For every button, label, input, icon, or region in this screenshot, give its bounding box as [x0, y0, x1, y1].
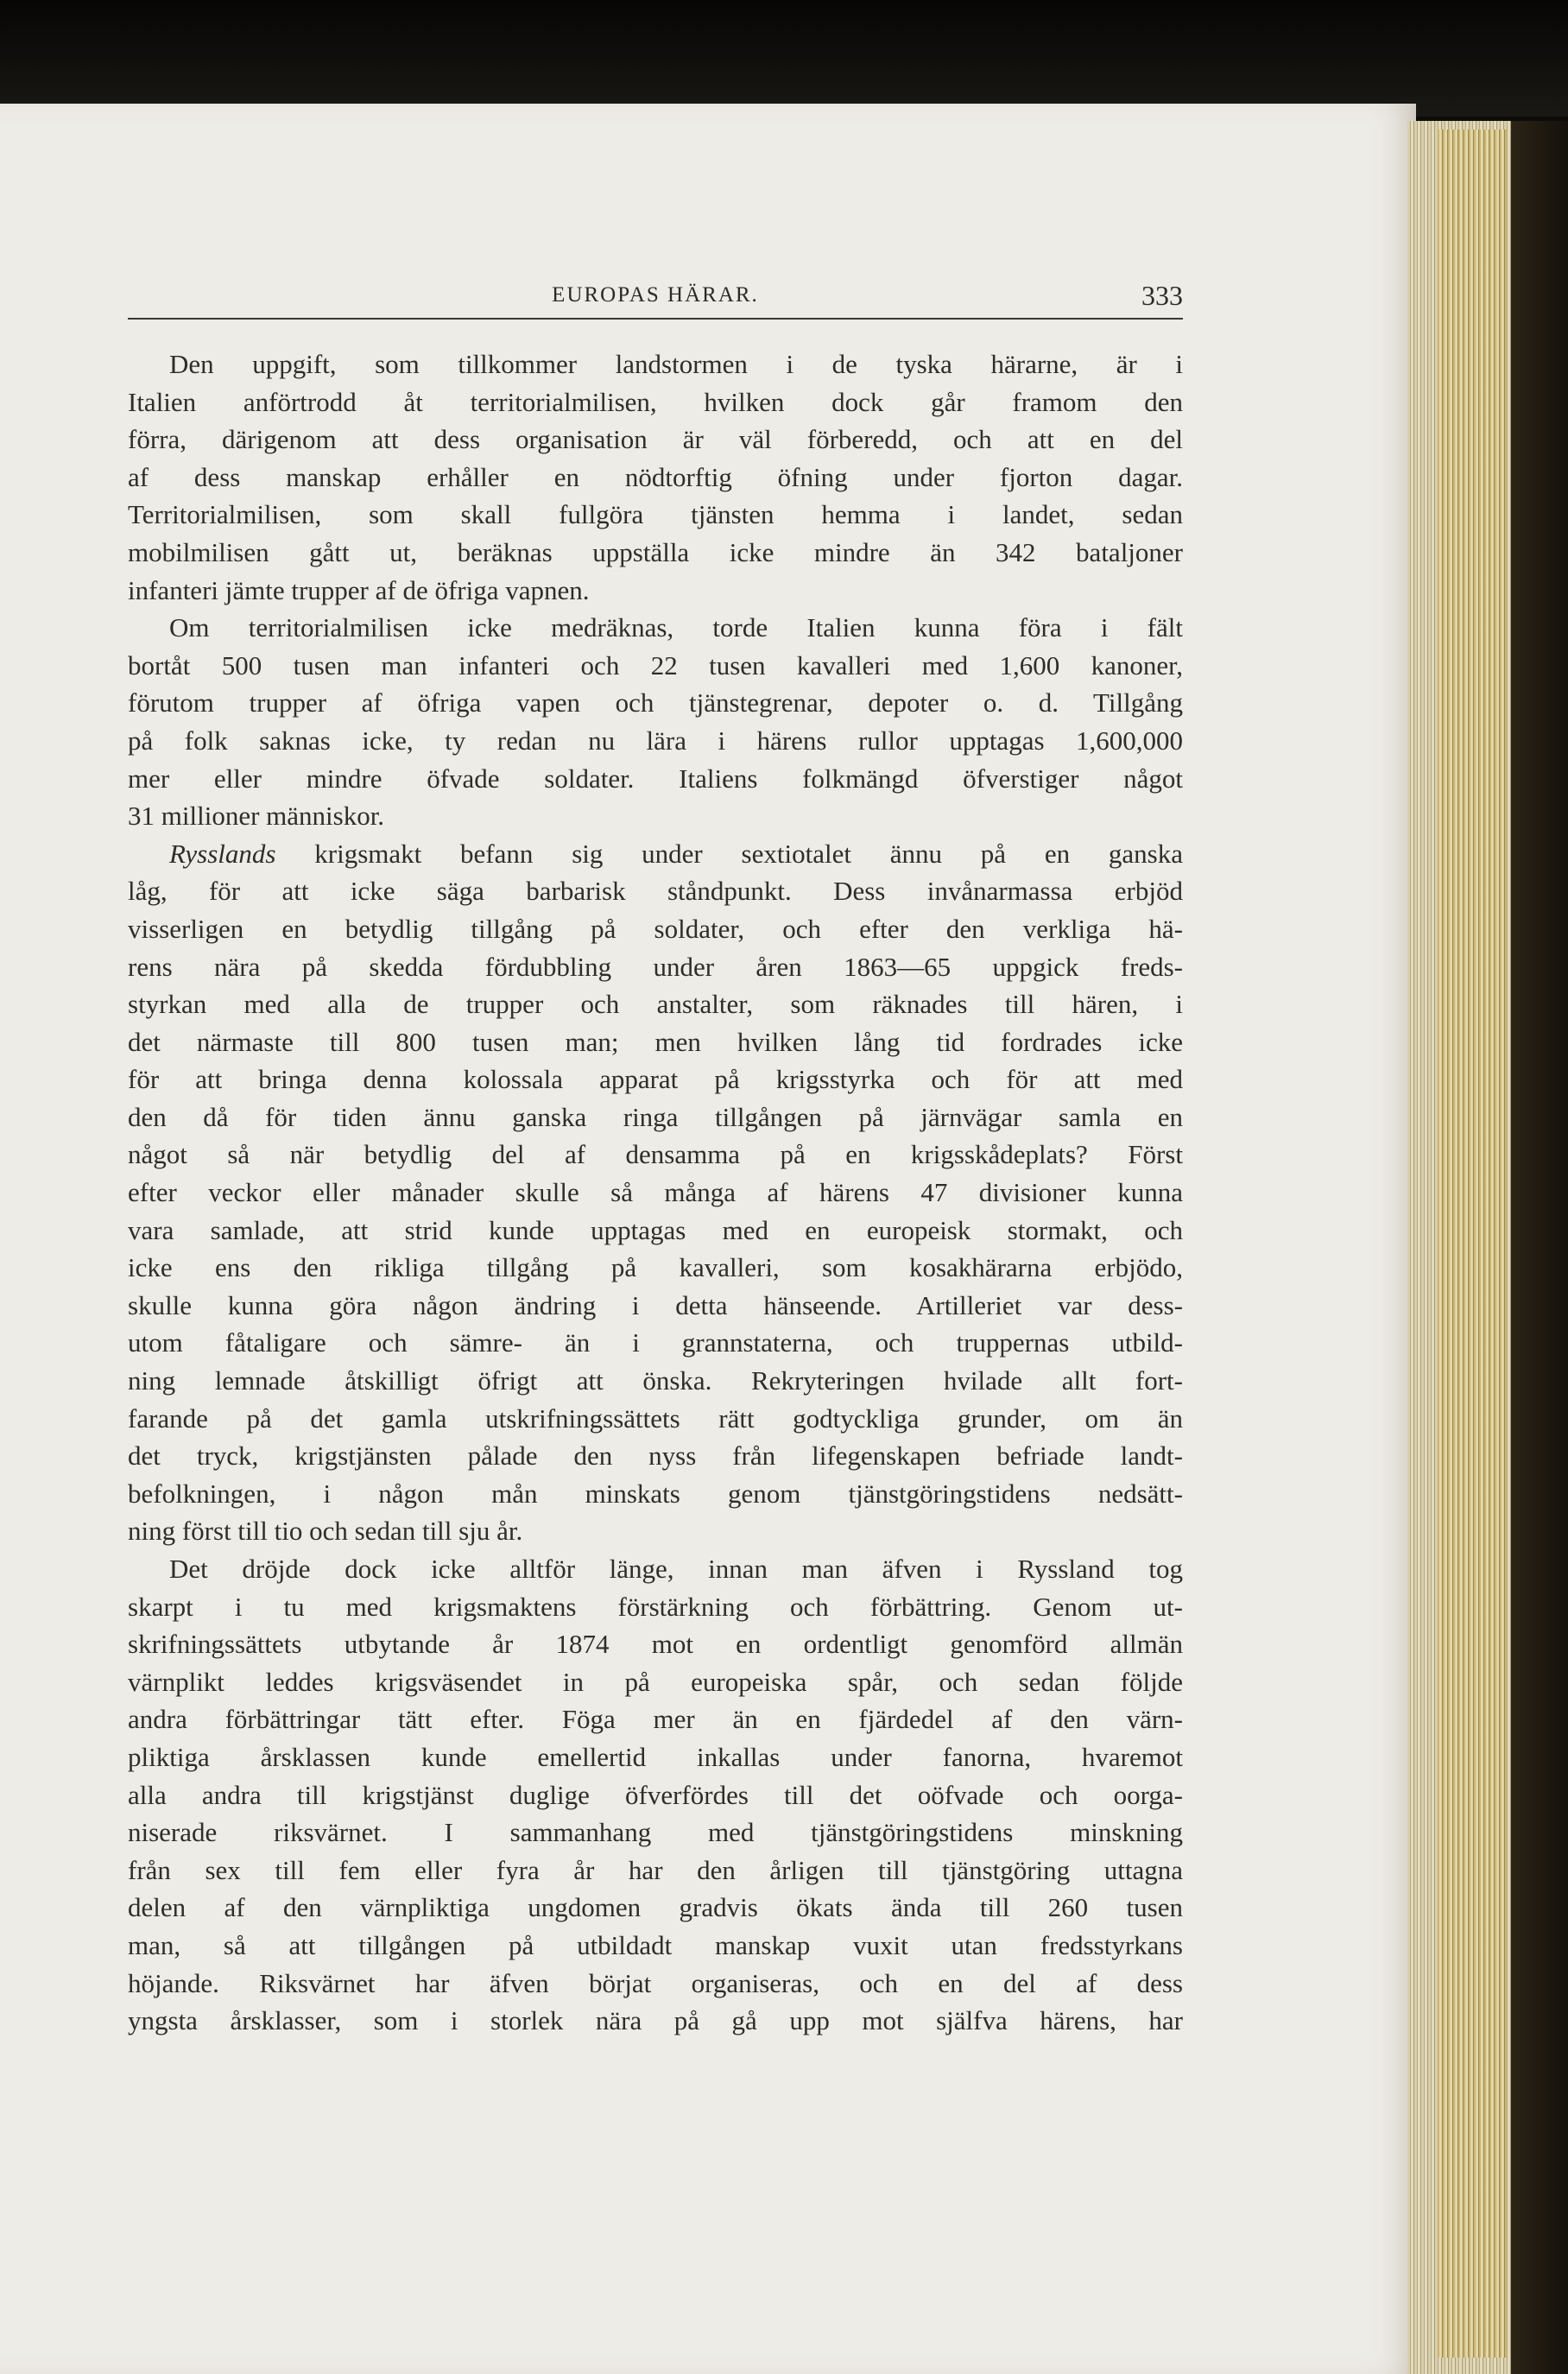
- text-line: yngsta årsklasser, som i storlek nära på gå upp mot själfva härens, har: [128, 2005, 1183, 2036]
- text-line: andra förbättringar tätt efter. Föga mer än en fjärdedel af den värn-: [128, 1704, 1183, 1735]
- text-line: styrkan med alla de trupper och anstalter, som räknades till hären, i: [128, 989, 1183, 1020]
- running-title: EUROPAS HÄRAR.: [552, 283, 759, 307]
- text-line: befolkningen, i någon mån minskats genom tjänstgöringstidens nedsätt-: [128, 1478, 1183, 1509]
- text-line: delen af den värnpliktiga ungdomen gradvis ökats ända till 260 tusen: [128, 1892, 1183, 1923]
- text-line: skarpt i tu med krigsmaktens förstärkning och förbättring. Genom ut-: [128, 1591, 1183, 1622]
- text-line: niserade riksvärnet. I sammanhang med tjänstgöringstidens minskning: [128, 1817, 1183, 1848]
- text-line: icke ens den rikliga tillgång på kavalleri, som kosakhärarna erbjödo,: [128, 1252, 1183, 1283]
- text-line-content: krigsmakt befann sig under sextiotalet ännu på en ganska: [314, 838, 1183, 869]
- text-line: från sex till fem eller fyra år har den årligen till tjänstgöring uttagna: [128, 1854, 1183, 1885]
- text-line: på folk saknas icke, ty redan nu lära i härens rullor upptagas 1,600,000: [128, 725, 1183, 756]
- text-line: höjande. Riksvärnet har äfven börjat organiseras, och en del af dess: [128, 1967, 1183, 1998]
- book-cover-edge: [1511, 121, 1568, 2374]
- text-line: bortåt 500 tusen man infanteri och 22 tusen kavalleri med 1,600 kanoner,: [128, 649, 1183, 681]
- page-number: 333: [1141, 280, 1183, 311]
- text-line: Territorialmilisen, som skall fullgöra tjänsten hemma i landet, sedan: [128, 499, 1183, 530]
- text-line: Det dröjde dock icke alltför länge, innan man äfven i Ryssland tog: [169, 1554, 1183, 1584]
- body-text: [128, 345, 1183, 2040]
- text-line: vara samlade, att strid kunde upptagas med en europeisk stormakt, och: [128, 1214, 1183, 1245]
- text-line: utom fåtaligare och sämre- än i grannstaterna, och truppernas utbild-: [128, 1327, 1183, 1358]
- scan-background: [0, 0, 1568, 117]
- text-line: Italien anförtrodd åt territorialmilisen, hvilken dock går framom den: [128, 386, 1183, 417]
- text-line: Om territorialmilisen icke medräknas, torde Italien kunna föra i fält: [169, 612, 1183, 643]
- text-line: förra, därigenom att dess organisation är väl förberedd, och att en del: [128, 424, 1183, 455]
- text-line: alla andra till krigstjänst duglige öfverfördes till det oöfvade och oorga-: [128, 1779, 1183, 1810]
- text-line: 31 millioner människor.: [128, 801, 385, 832]
- text-line: ning först till tio och sedan till sju år.: [128, 1516, 523, 1547]
- text-line: Den uppgift, som tillkommer landstormen i de tyska härarne, är i: [169, 349, 1183, 379]
- text-line: något så när betydlig del af densamma på en krigsskådeplats? Först: [128, 1139, 1183, 1170]
- text-line: [128, 835, 1183, 873]
- text-line: efter veckor eller månader skulle så många af härens 47 divisioner kunna: [128, 1177, 1183, 1208]
- text-line: visserligen en betydlig tillgång på soldater, och efter den verkliga hä-: [128, 913, 1183, 944]
- text-line: låg, för att icke säga barbarisk ståndpunkt. Dess invånarmassa erbjöd: [128, 876, 1183, 907]
- text-line: af dess manskap erhåller en nödtorftig öfning under fjorton dagar.: [128, 461, 1183, 492]
- text-line: mer eller mindre öfvade soldater. Italiens folkmängd öfverstiger något: [128, 763, 1183, 794]
- text-line: rens nära på skedda fördubbling under åren 1863—65 uppgick freds-: [128, 951, 1183, 982]
- text-line: för att bringa denna kolossala apparat på krigsstyrka och för att med: [128, 1064, 1183, 1095]
- text-line: den då för tiden ännu ganska ringa tillgången på järnvägar samla en: [128, 1101, 1183, 1132]
- text-line: infanteri jämte trupper af de öfriga vapnen.: [128, 574, 590, 605]
- text-line: ning lemnade åtskilligt öfrigt att önska. Rekryteringen hvilade allt fort-: [128, 1365, 1183, 1396]
- text-line: förutom trupper af öfriga vapen och tjänstegrenar, depoter o. d. Tillgång: [128, 687, 1183, 719]
- text-line: det närmaste till 800 tusen man; men hvilken lång tid fordrades icke: [128, 1026, 1183, 1057]
- text-line: mobilmilisen gått ut, beräknas uppställa icke mindre än 342 bataljoner: [128, 536, 1183, 567]
- text-line: man, så att tillgången på utbildadt manskap vuxit utan fredsstyrkans: [128, 1929, 1183, 1960]
- text-line: det tryck, krigstjänsten pålade den nyss från lifegenskapen befriade landt-: [128, 1440, 1183, 1472]
- text-line: värnplikt leddes krigsväsendet in på europeiska spår, och sedan följde: [128, 1666, 1183, 1697]
- text-line: pliktiga årsklassen kunde emellertid inkallas under fanorna, hvaremot: [128, 1741, 1183, 1772]
- text-line: farande på det gamla utskrifningssättets rätt godtyckliga grunder, om än: [128, 1402, 1183, 1434]
- running-head: [128, 278, 1183, 320]
- italic-term: Rysslands: [169, 838, 276, 869]
- text-line: skrifningssättets utbytande år 1874 mot en ordentligt genomförd allmän: [128, 1629, 1183, 1660]
- text-line: skulle kunna göra någon ändring i detta hänseende. Artilleriet var dess-: [128, 1289, 1183, 1320]
- gilded-page-edge: [1438, 130, 1507, 2358]
